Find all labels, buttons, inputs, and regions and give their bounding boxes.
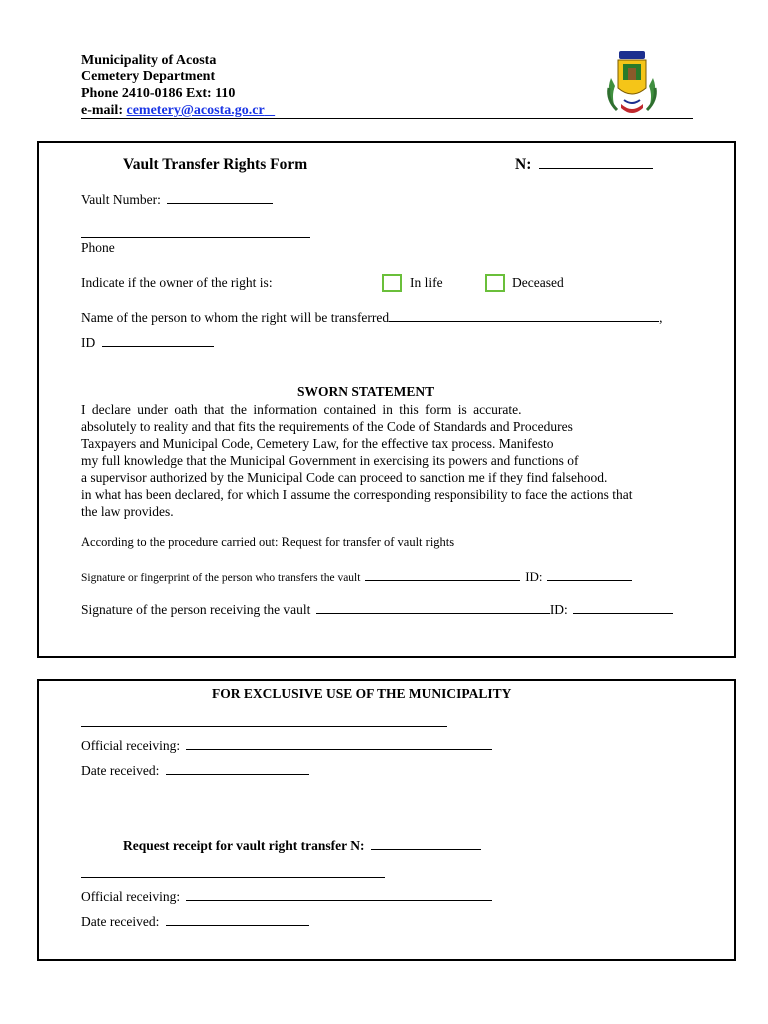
official-receiving-field-1[interactable] (186, 737, 492, 750)
transfer-to-label: Name of the person to whom the right will be transferred (81, 310, 390, 325)
org-name: Municipality of Acosta (81, 53, 217, 68)
official-receiving-row-2 (81, 888, 492, 905)
vault-number-field[interactable] (167, 191, 273, 204)
transfer-to-suffix: , (659, 310, 663, 325)
sworn-line: my full knowledge that the Municipal Government in exercising its powers and functions of (81, 453, 579, 468)
vault-number-label: Vault Number: (81, 192, 161, 207)
transfer-id-row (81, 334, 214, 351)
header-separator (81, 118, 693, 119)
official-receiving-row-1 (81, 737, 492, 754)
receiver-signature-field[interactable] (316, 601, 550, 614)
transferor-signature-row (81, 568, 632, 585)
phone-field[interactable] (81, 237, 310, 238)
form-number-label: N: (515, 156, 532, 173)
coat-of-arms-logo (601, 48, 663, 118)
phone-text: Phone 2410-0186 Ext: 110 (81, 86, 236, 101)
transfer-id-label: ID (81, 335, 96, 350)
phone-label: Phone (81, 240, 115, 255)
email-row (81, 103, 275, 119)
transferor-id-label: ID: (525, 569, 543, 584)
municipal-blank-line-2[interactable] (81, 877, 385, 878)
official-receiving-label-2: Official receiving: (81, 889, 181, 904)
deceased-checkbox[interactable] (485, 274, 505, 292)
date-received-label-1: Date received: (81, 763, 160, 778)
transferor-signature-field[interactable] (365, 568, 520, 581)
department-name: Cemetery Department (81, 69, 216, 84)
email-label: e-mail: (81, 103, 123, 118)
municipal-blank-line-1[interactable] (81, 726, 447, 727)
date-received-row-2 (81, 913, 309, 930)
receipt-number-row (123, 837, 481, 854)
receipt-number-field[interactable] (371, 837, 481, 850)
form-number-field[interactable] (539, 156, 653, 169)
date-received-row-1 (81, 762, 309, 779)
transfer-to-row (81, 309, 663, 326)
receiver-signature-row (81, 601, 673, 618)
transfer-id-field[interactable] (102, 334, 214, 347)
in-life-label: In life (410, 275, 443, 290)
receiver-id-field[interactable] (573, 601, 673, 614)
sworn-line: in what has been declared, for which I assume the corresponding responsibility to face the actions that (81, 487, 633, 502)
procedure-text: According to the procedure carried out: Request for transfer of vault rights (81, 535, 455, 549)
date-received-label-2: Date received: (81, 914, 160, 929)
sworn-line: I declare under oath that the information contained in this form is accurate. (81, 402, 522, 417)
date-received-field-2[interactable] (166, 913, 309, 926)
receipt-number-label: Request receipt for vault right transfer N: (123, 838, 365, 853)
date-received-field-1[interactable] (166, 762, 309, 775)
deceased-label: Deceased (512, 275, 564, 290)
transferor-signature-label: Signature or fingerprint of the person who transfers the vault (81, 572, 361, 584)
transfer-to-field[interactable] (389, 309, 659, 322)
sworn-line: Taxpayers and Municipal Code, Cemetery Law, for the effective tax process. Manifesto (81, 436, 554, 451)
official-receiving-field-2[interactable] (186, 888, 492, 901)
sworn-statement-title: SWORN STATEMENT (297, 384, 435, 399)
email-link[interactable]: cemetery@acosta.go.cr (126, 103, 265, 118)
sworn-line: a supervisor authorized by the Municipal Code can proceed to sanction me if they find falsehood. (81, 470, 608, 485)
receiver-id-label: ID: (549, 602, 568, 617)
official-receiving-label-1: Official receiving: (81, 738, 181, 753)
vault-number-row (81, 191, 273, 208)
receiver-signature-label: Signature of the person receiving the vault (81, 602, 311, 617)
owner-question: Indicate if the owner of the right is: (81, 275, 273, 290)
form-number-row (515, 156, 653, 174)
in-life-checkbox[interactable] (382, 274, 402, 292)
sworn-line: the law provides. (81, 504, 174, 519)
sworn-line: absolutely to reality and that fits the requirements of the Code of Standards and Procedures (81, 419, 573, 434)
municipality-use-title: FOR EXCLUSIVE USE OF THE MUNICIPALITY (212, 686, 512, 701)
form-title: Vault Transfer Rights Form (123, 156, 308, 173)
sworn-statement-text (81, 401, 698, 520)
transferor-id-field[interactable] (547, 568, 632, 581)
